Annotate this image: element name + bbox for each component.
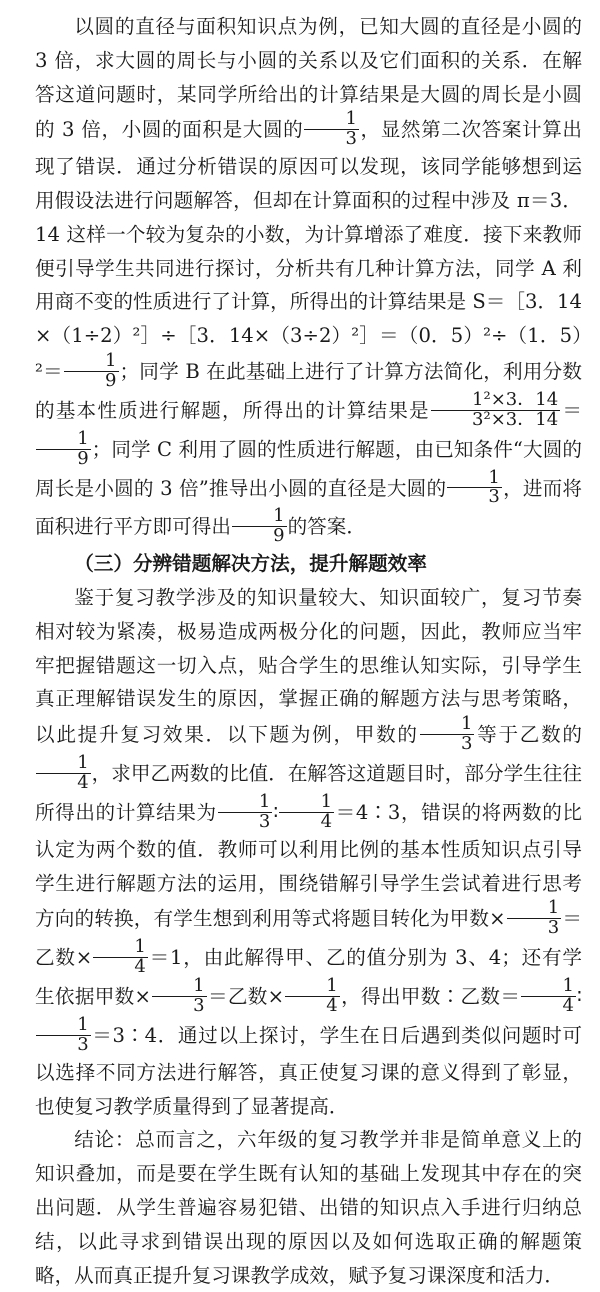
fraction-numerator: 1²×3．14 <box>431 391 560 411</box>
fraction-denominator: 3 <box>488 486 500 508</box>
text-run: ，显然第二次答案计算出现了错误．通过分析错误的原因可以发现，该同学能够想到运用假设法进行问题解答，但却在计算面积的过程中涉及 π＝3．14 这样一个较为复杂的小数，为计算增添了难度．接下来教师便引导学生共同进行探讨，分析共有几种计算方法，同学 A 利用商不变的性质进行了计算，所得出的计算结果是 S＝［3．14×（1÷2）²］÷［3．14×（3÷2）²］＝（0．5）²÷（1．5）²＝ <box>35 118 582 383</box>
text-run: 以圆的直径与面积知识点为例，已知大圆的直径是小圆的 3 倍，求大圆的周长与小圆的关系以及它们面积的关系．在解答这道问题时，某同学所给出的计算结果是大圆的周长是小圆的 3 倍，小圆的面积是大圆的 <box>35 15 582 142</box>
paragraph-error-analysis <box>35 581 582 1123</box>
text-run: ＝乙数× <box>207 984 285 1008</box>
fraction <box>507 899 562 938</box>
fraction-denominator: 4 <box>77 771 89 793</box>
paragraph-conclusion: 结论：总而言之，六年级的复习教学并非是简单意义上的知识叠加，而是要在学生既有认知的基础上发现其中存在的突出问题．从学生普遍容易犯错、出错的知识点入手进行归纳总结，以此寻求到错误出现的原因以及如何选取正确的解题策略，从而真正提升复习课教学成效，赋予复习课深度和活力． <box>35 1128 582 1287</box>
text-run: 的答案． <box>287 515 366 539</box>
fraction-numerator: 1 <box>93 938 148 958</box>
fraction-numerator: 1 <box>36 1016 91 1036</box>
text-run: ，得出甲数∶乙数＝ <box>340 984 521 1008</box>
fraction <box>447 466 502 508</box>
fraction <box>285 977 340 1016</box>
fraction-numerator: 1 <box>36 754 91 774</box>
text-run: ＝4∶3，错误的将两数的比认定为两个数的值．教师可以利用比例的基本性质知识点引导学生进行解题方法的运用，围绕错解引导学生尝试着进行思考方向的转换，有学生想到利用等式将题目转化为甲数× <box>35 800 582 931</box>
fraction-denominator: 3 <box>460 733 473 755</box>
fraction-denominator: 3 <box>547 917 560 939</box>
text-run: ＝1，由此解得甲、乙的值分别为 3、4；还有学生依据甲数× <box>35 946 582 1008</box>
paragraph-circle-example <box>35 10 582 547</box>
fraction-numerator: 1 <box>304 110 359 130</box>
fraction <box>279 790 334 832</box>
fraction-numerator: 1 <box>218 793 273 813</box>
text-run: ，求甲乙两数的比值．在解答这道题目时，部分学生往往所得出的计算结果为 <box>35 761 582 824</box>
text-run: 等于乙数的 <box>475 723 583 747</box>
fraction-denominator: 3 <box>193 994 205 1016</box>
text-run: ＝3∶4．通过以上探讨，学生在日后遇到类似问题时可以选择不同方法进行解答，真正使复习课的意义得到了彰显，也使复习教学质量得到了显著提高． <box>35 1023 582 1118</box>
fraction <box>420 715 475 754</box>
fraction-numerator: 1 <box>36 430 91 450</box>
fraction-numerator: 1 <box>152 977 207 997</box>
text-run: ∶ <box>273 800 279 824</box>
fraction <box>64 352 119 391</box>
text-run: 鉴于复习教学涉及的知识量较大、知识面较广，复习节奏相对较为紧凑，极易造成两极分化的问题，因此，教师应当牢牢把握错题这一切入点，贴合学生的思维认知实际，引导学生真正理解错误发生的原因，掌握正确的解题方法与思考策略，以此提升复习效果．以下题为例，甲数的 <box>35 586 582 747</box>
fraction-denominator: 4 <box>562 994 574 1016</box>
fraction <box>36 427 91 469</box>
fraction-numerator: 1 <box>64 352 119 372</box>
fraction <box>218 790 273 832</box>
fraction <box>36 754 91 793</box>
text-run: ；同学 B 在此基础上进行了计算方法简化，利用分数的基本性质进行解题，所得出的计算结果是 <box>35 359 583 422</box>
section-heading: （三）分辨错题解决方法，提升解题效率 <box>74 552 427 576</box>
fraction-denominator: 3 <box>345 128 357 150</box>
fraction-denominator: 4 <box>320 810 333 832</box>
fraction-numerator: 1 <box>507 899 562 919</box>
fraction-denominator: 4 <box>326 994 338 1016</box>
fraction <box>232 507 287 546</box>
fraction-denominator: 3 <box>77 1033 89 1055</box>
fraction-denominator: 3 <box>258 810 271 832</box>
fraction-denominator: 4 <box>134 956 146 978</box>
fraction <box>304 110 359 149</box>
text-run: ；同学 C 利用了圆的性质进行解题，由已知条件“大圆的周长是小圆的 3 倍”推导出小圆的直径是大圆的 <box>35 437 582 500</box>
fraction-denominator: 9 <box>77 447 89 469</box>
fraction <box>521 977 576 1016</box>
fraction-denominator: 9 <box>105 369 117 391</box>
text-run: ＝乙数× <box>35 907 582 970</box>
fraction <box>93 938 148 977</box>
fraction <box>152 977 207 1016</box>
fraction-numerator: 1 <box>279 793 334 813</box>
text-run: ∶ <box>576 984 583 1008</box>
fraction <box>431 388 560 430</box>
fraction-numerator: 1 <box>420 715 475 735</box>
fraction-numerator: 1 <box>521 977 576 997</box>
fraction-numerator: 1 <box>447 469 502 489</box>
fraction-denominator: 9 <box>273 525 285 547</box>
fraction <box>36 1013 91 1055</box>
fraction-numerator: 1 <box>285 977 340 997</box>
fraction-numerator: 1 <box>232 507 287 527</box>
fraction-denominator: 3²×3．14 <box>472 408 559 430</box>
text-run: ＝ <box>561 398 582 422</box>
text-run: ，进而将面积进行平方即可得出 <box>35 476 582 539</box>
